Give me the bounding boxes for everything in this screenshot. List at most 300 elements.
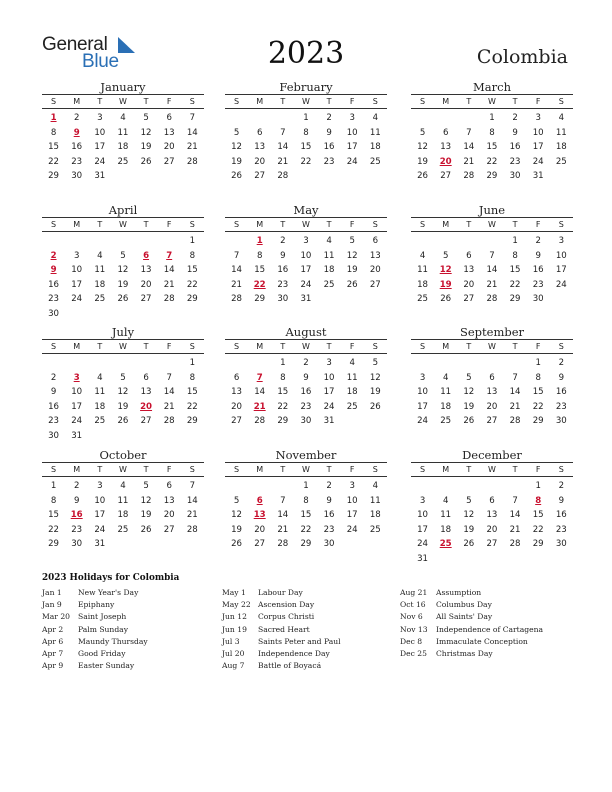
day-cell: 16	[323, 142, 335, 153]
day-cell: 11	[440, 510, 452, 521]
holiday-item	[222, 587, 402, 599]
empty-day-cell	[480, 234, 503, 249]
empty-day-cell	[341, 169, 364, 184]
day-cell: 20	[163, 510, 175, 521]
holiday-name: Palm Sunday	[78, 624, 129, 634]
day-cell: 16	[509, 142, 521, 153]
weekday-label: S	[51, 465, 57, 474]
day-cell: 9	[512, 127, 518, 138]
empty-day-cell	[135, 169, 158, 184]
day-cell: 28	[254, 416, 266, 427]
weekday-label: T	[280, 220, 286, 229]
week-rows	[225, 356, 387, 429]
day-cell: 28	[486, 294, 498, 305]
country-name: Colombia	[476, 46, 568, 68]
day-cell: 2	[535, 236, 541, 246]
holiday-day: 1	[256, 236, 263, 246]
day-cell: 20	[486, 401, 498, 412]
holiday-date: Apr 6	[42, 636, 64, 646]
day-cell: 26	[369, 401, 381, 412]
week-rows	[411, 234, 573, 307]
week-row	[225, 414, 387, 429]
day-cell: 5	[233, 127, 240, 138]
day-cell: 26	[463, 416, 475, 427]
day-cell: 3	[535, 113, 541, 123]
day-cell: 26	[417, 171, 429, 182]
empty-day-cell	[504, 552, 527, 567]
weekday-label: S	[372, 465, 378, 474]
day-cell: 28	[231, 294, 243, 305]
weekday-label: T	[512, 342, 518, 351]
day-cell: 23	[48, 294, 60, 305]
day-cell: 1	[489, 113, 495, 123]
week-row	[42, 263, 204, 278]
week-row	[411, 385, 573, 400]
day-cell: 23	[323, 524, 335, 535]
weekday-label: W	[118, 342, 127, 351]
day-cell: 27	[463, 294, 475, 305]
day-cell: 2	[558, 481, 565, 491]
day-cell: 5	[120, 372, 126, 383]
day-cell: 29	[277, 416, 289, 427]
day-cell: 13	[369, 250, 381, 261]
day-cell: 24	[417, 416, 429, 427]
day-cell: 21	[231, 279, 243, 290]
day-cell: 17	[346, 142, 358, 153]
month-december	[411, 448, 573, 567]
empty-day-cell	[364, 169, 387, 184]
holiday-day: 25	[439, 539, 452, 550]
weekday-label: W	[487, 342, 496, 351]
day-cell: 10	[323, 372, 335, 383]
day-cell: 7	[280, 127, 286, 138]
weekday-label: S	[558, 342, 564, 351]
day-cell: 20	[486, 524, 498, 535]
week-row	[225, 537, 387, 552]
month-july	[42, 325, 204, 444]
empty-day-cell	[480, 552, 503, 567]
empty-day-cell	[434, 234, 457, 249]
day-cell: 27	[486, 539, 498, 550]
day-cell: 13	[254, 142, 266, 153]
day-cell: 1	[189, 236, 196, 246]
day-cell: 3	[349, 481, 355, 491]
day-cell: 31	[94, 539, 106, 550]
week-row	[225, 111, 387, 126]
day-cell: 9	[326, 127, 332, 138]
day-cell: 22	[509, 279, 521, 290]
day-cell: 14	[509, 510, 521, 521]
week-rows	[411, 479, 573, 567]
weekday-label: M	[256, 342, 264, 351]
day-cell: 18	[346, 387, 358, 398]
week-row	[411, 140, 573, 155]
day-cell: 29	[532, 539, 544, 550]
holiday-name: Corpus Christi	[258, 612, 315, 622]
month-march	[411, 80, 573, 184]
day-cell: 21	[186, 510, 198, 521]
holiday-day: 6	[143, 250, 150, 261]
day-cell: 30	[277, 294, 289, 305]
day-cell: 20	[463, 279, 475, 290]
holiday-column	[400, 587, 580, 660]
day-cell: 12	[117, 387, 129, 398]
empty-day-cell	[341, 414, 364, 429]
day-cell: 19	[140, 510, 152, 521]
day-cell: 10	[94, 495, 106, 506]
day-cell: 11	[117, 495, 129, 506]
day-cell: 2	[73, 481, 80, 491]
day-cell: 26	[117, 416, 129, 427]
day-cell: 5	[349, 236, 355, 246]
month-name: February	[279, 80, 333, 94]
day-cell: 14	[231, 265, 243, 276]
month-name: September	[459, 325, 525, 339]
week-rows	[225, 479, 387, 552]
week-rows	[42, 356, 204, 444]
day-cell: 21	[186, 142, 198, 153]
holiday-day: 21	[253, 401, 266, 412]
week-rows	[42, 111, 204, 184]
day-cell: 15	[509, 265, 521, 276]
holiday-name: Ascension Day	[258, 600, 315, 610]
weekday-label: W	[118, 220, 127, 229]
holiday-column	[42, 587, 222, 672]
day-cell: 1	[280, 358, 286, 368]
day-cell: 30	[323, 539, 335, 550]
weekday-header	[225, 339, 387, 354]
day-cell: 21	[463, 156, 475, 167]
day-cell: 24	[323, 401, 335, 412]
week-row	[42, 508, 204, 523]
week-row	[411, 508, 573, 523]
day-cell: 16	[300, 387, 312, 398]
empty-day-cell	[158, 169, 181, 184]
weekday-label: W	[487, 220, 496, 229]
weekday-label: T	[326, 97, 332, 106]
weekday-label: T	[512, 220, 518, 229]
weekday-header	[411, 462, 573, 477]
empty-day-cell	[527, 552, 550, 567]
week-row	[411, 155, 573, 170]
day-cell: 18	[555, 142, 567, 153]
holiday-date: Mar 20	[42, 612, 71, 622]
day-cell: 6	[166, 113, 172, 123]
empty-day-cell	[248, 479, 271, 494]
weekday-label: F	[349, 342, 355, 351]
empty-day-cell	[88, 307, 111, 322]
day-cell: 13	[486, 510, 498, 521]
week-row	[411, 400, 573, 415]
day-cell: 26	[140, 156, 152, 167]
empty-day-cell	[135, 537, 158, 552]
day-cell: 6	[233, 372, 240, 383]
holiday-item	[400, 587, 580, 599]
day-cell: 14	[463, 142, 475, 153]
day-cell: 29	[486, 171, 498, 182]
weekday-header	[411, 339, 573, 354]
day-cell: 9	[303, 372, 309, 383]
holiday-date: Jul 3	[222, 636, 240, 646]
weekday-label: T	[466, 465, 472, 474]
weekday-label: T	[326, 220, 332, 229]
holiday-day: 22	[253, 279, 266, 290]
day-cell: 7	[280, 495, 286, 506]
empty-day-cell	[158, 537, 181, 552]
day-cell: 26	[117, 294, 129, 305]
weekday-header	[225, 462, 387, 477]
day-cell: 15	[186, 387, 198, 398]
empty-day-cell	[88, 429, 111, 444]
empty-day-cell	[457, 479, 480, 494]
day-cell: 28	[509, 539, 521, 550]
empty-day-cell	[135, 429, 158, 444]
week-row	[411, 479, 573, 494]
day-cell: 23	[555, 524, 567, 535]
holiday-date: Apr 2	[42, 624, 64, 634]
day-cell: 22	[186, 279, 198, 290]
holiday-name: Labour Day	[258, 588, 303, 597]
day-cell: 13	[163, 127, 175, 138]
day-cell: 7	[466, 127, 472, 138]
empty-day-cell	[364, 414, 387, 429]
weekday-label: T	[280, 342, 286, 351]
weekday-label: F	[349, 465, 355, 474]
weekday-label: W	[118, 97, 127, 106]
holiday-day: 16	[70, 510, 83, 521]
month-name: October	[99, 448, 147, 462]
day-cell: 27	[486, 416, 498, 427]
holiday-name: Saints Peter and Paul	[258, 636, 341, 646]
day-cell: 11	[440, 387, 452, 398]
week-row	[42, 400, 204, 415]
day-cell: 1	[535, 358, 541, 368]
weekday-label: M	[442, 220, 450, 229]
day-cell: 5	[419, 127, 426, 138]
holiday-name: Battle of Boyacá	[258, 661, 322, 671]
day-cell: 23	[71, 524, 83, 535]
holiday-name: Easter Sunday	[78, 661, 135, 671]
brand-general-text: General	[42, 34, 108, 55]
day-cell: 9	[558, 372, 565, 383]
holiday-name: Columbus Day	[436, 600, 492, 610]
day-cell: 23	[300, 401, 312, 412]
day-cell: 30	[71, 539, 83, 550]
weekday-header	[225, 94, 387, 109]
week-row	[225, 356, 387, 371]
holiday-item	[222, 660, 402, 672]
weekday-label: M	[256, 97, 264, 106]
day-cell: 31	[300, 294, 312, 305]
day-cell: 24	[94, 156, 106, 167]
day-cell: 28	[186, 156, 198, 167]
day-cell: 18	[117, 510, 129, 521]
week-row	[42, 356, 204, 371]
day-cell: 23	[509, 156, 521, 167]
day-cell: 10	[94, 127, 106, 138]
day-cell: 12	[117, 265, 129, 276]
day-cell: 13	[163, 495, 175, 506]
week-row	[42, 479, 204, 494]
day-cell: 12	[417, 142, 429, 153]
day-cell: 30	[300, 416, 312, 427]
weekday-label: S	[189, 220, 195, 229]
weekday-label: M	[73, 465, 81, 474]
day-cell: 15	[277, 387, 289, 398]
week-row	[225, 126, 387, 141]
day-cell: 13	[231, 387, 243, 398]
weekday-label: S	[420, 97, 426, 106]
weekday-label: T	[326, 465, 332, 474]
day-cell: 1	[535, 481, 541, 491]
day-cell: 27	[163, 524, 175, 535]
day-cell: 12	[463, 387, 475, 398]
empty-day-cell	[457, 234, 480, 249]
weekday-header	[411, 217, 573, 232]
holiday-item	[42, 599, 222, 611]
day-cell: 2	[303, 358, 309, 368]
weekday-label: S	[234, 97, 240, 106]
day-cell: 18	[94, 279, 106, 290]
holiday-day: 20	[439, 156, 452, 167]
empty-day-cell	[135, 234, 158, 249]
day-cell: 7	[189, 481, 196, 491]
week-row	[411, 169, 573, 184]
day-cell: 15	[254, 265, 266, 276]
day-cell: 24	[71, 294, 83, 305]
day-cell: 2	[73, 113, 80, 123]
day-cell: 16	[48, 279, 60, 290]
day-cell: 24	[71, 416, 83, 427]
week-row	[42, 371, 204, 386]
week-row	[42, 111, 204, 126]
empty-day-cell	[225, 234, 248, 249]
day-cell: 5	[442, 250, 449, 261]
month-february	[225, 80, 387, 184]
day-cell: 17	[71, 279, 83, 290]
empty-day-cell	[341, 292, 364, 307]
day-cell: 21	[277, 156, 289, 167]
day-cell: 17	[71, 401, 83, 412]
weekday-label: S	[234, 220, 240, 229]
day-cell: 6	[372, 236, 379, 246]
holiday-date: May 1	[222, 588, 246, 597]
weekday-label: T	[280, 97, 286, 106]
empty-day-cell	[181, 537, 204, 552]
week-row	[411, 356, 573, 371]
day-cell: 16	[323, 510, 335, 521]
holiday-day: 3	[73, 372, 80, 383]
weekday-label: T	[143, 465, 149, 474]
week-row	[411, 126, 573, 141]
weekday-label: W	[487, 465, 496, 474]
empty-day-cell	[271, 111, 294, 126]
day-cell: 13	[140, 387, 152, 398]
day-cell: 9	[50, 387, 57, 398]
week-row	[42, 523, 204, 538]
empty-day-cell	[364, 292, 387, 307]
day-cell: 12	[346, 250, 358, 261]
empty-day-cell	[550, 552, 573, 567]
week-row	[225, 292, 387, 307]
week-row	[411, 249, 573, 264]
day-cell: 14	[509, 387, 521, 398]
week-row	[42, 537, 204, 552]
week-row	[42, 234, 204, 249]
day-cell: 20	[254, 524, 266, 535]
week-row	[411, 414, 573, 429]
day-cell: 4	[97, 250, 103, 261]
holiday-name: All Saints' Day	[436, 612, 493, 622]
day-cell: 18	[440, 524, 452, 535]
day-cell: 29	[300, 539, 312, 550]
day-cell: 9	[558, 495, 565, 506]
weekday-label: T	[280, 465, 286, 474]
empty-day-cell	[341, 537, 364, 552]
weekday-label: T	[143, 220, 149, 229]
day-cell: 7	[489, 250, 495, 261]
day-cell: 3	[558, 236, 565, 246]
weekday-label: S	[558, 465, 564, 474]
week-row	[411, 292, 573, 307]
day-cell: 7	[512, 372, 518, 383]
holiday-item	[42, 636, 222, 648]
day-cell: 8	[303, 127, 309, 138]
empty-day-cell	[550, 292, 573, 307]
day-cell: 14	[277, 510, 289, 521]
day-cell: 3	[97, 481, 103, 491]
empty-day-cell	[550, 169, 573, 184]
day-cell: 8	[189, 250, 196, 261]
brand-blue-text: Blue	[82, 51, 119, 72]
day-cell: 8	[512, 250, 518, 261]
day-cell: 22	[300, 156, 312, 167]
weekday-label: S	[420, 342, 426, 351]
day-cell: 5	[466, 495, 472, 506]
day-cell: 28	[509, 416, 521, 427]
day-cell: 5	[466, 372, 472, 383]
week-row	[42, 140, 204, 155]
day-cell: 23	[532, 279, 544, 290]
day-cell: 14	[254, 387, 266, 398]
day-cell: 29	[532, 416, 544, 427]
day-cell: 20	[140, 279, 152, 290]
day-cell: 20	[254, 156, 266, 167]
day-cell: 24	[94, 524, 106, 535]
week-row	[225, 263, 387, 278]
holiday-item	[222, 636, 402, 648]
day-cell: 3	[97, 113, 103, 123]
empty-day-cell	[88, 356, 111, 371]
day-cell: 12	[231, 510, 243, 521]
month-may	[225, 203, 387, 307]
holiday-item	[42, 624, 222, 636]
day-cell: 25	[117, 524, 129, 535]
holiday-day: 1	[50, 113, 57, 123]
day-cell: 10	[71, 265, 83, 276]
holiday-item	[222, 599, 402, 611]
day-cell: 4	[120, 481, 126, 491]
day-cell: 16	[277, 265, 289, 276]
day-cell: 1	[50, 481, 57, 491]
day-cell: 28	[186, 524, 198, 535]
holiday-date: Jun 12	[222, 612, 247, 622]
weekday-label: M	[442, 342, 450, 351]
day-cell: 10	[346, 495, 358, 506]
day-cell: 2	[326, 113, 332, 123]
day-cell: 16	[555, 510, 567, 521]
day-cell: 15	[532, 387, 544, 398]
